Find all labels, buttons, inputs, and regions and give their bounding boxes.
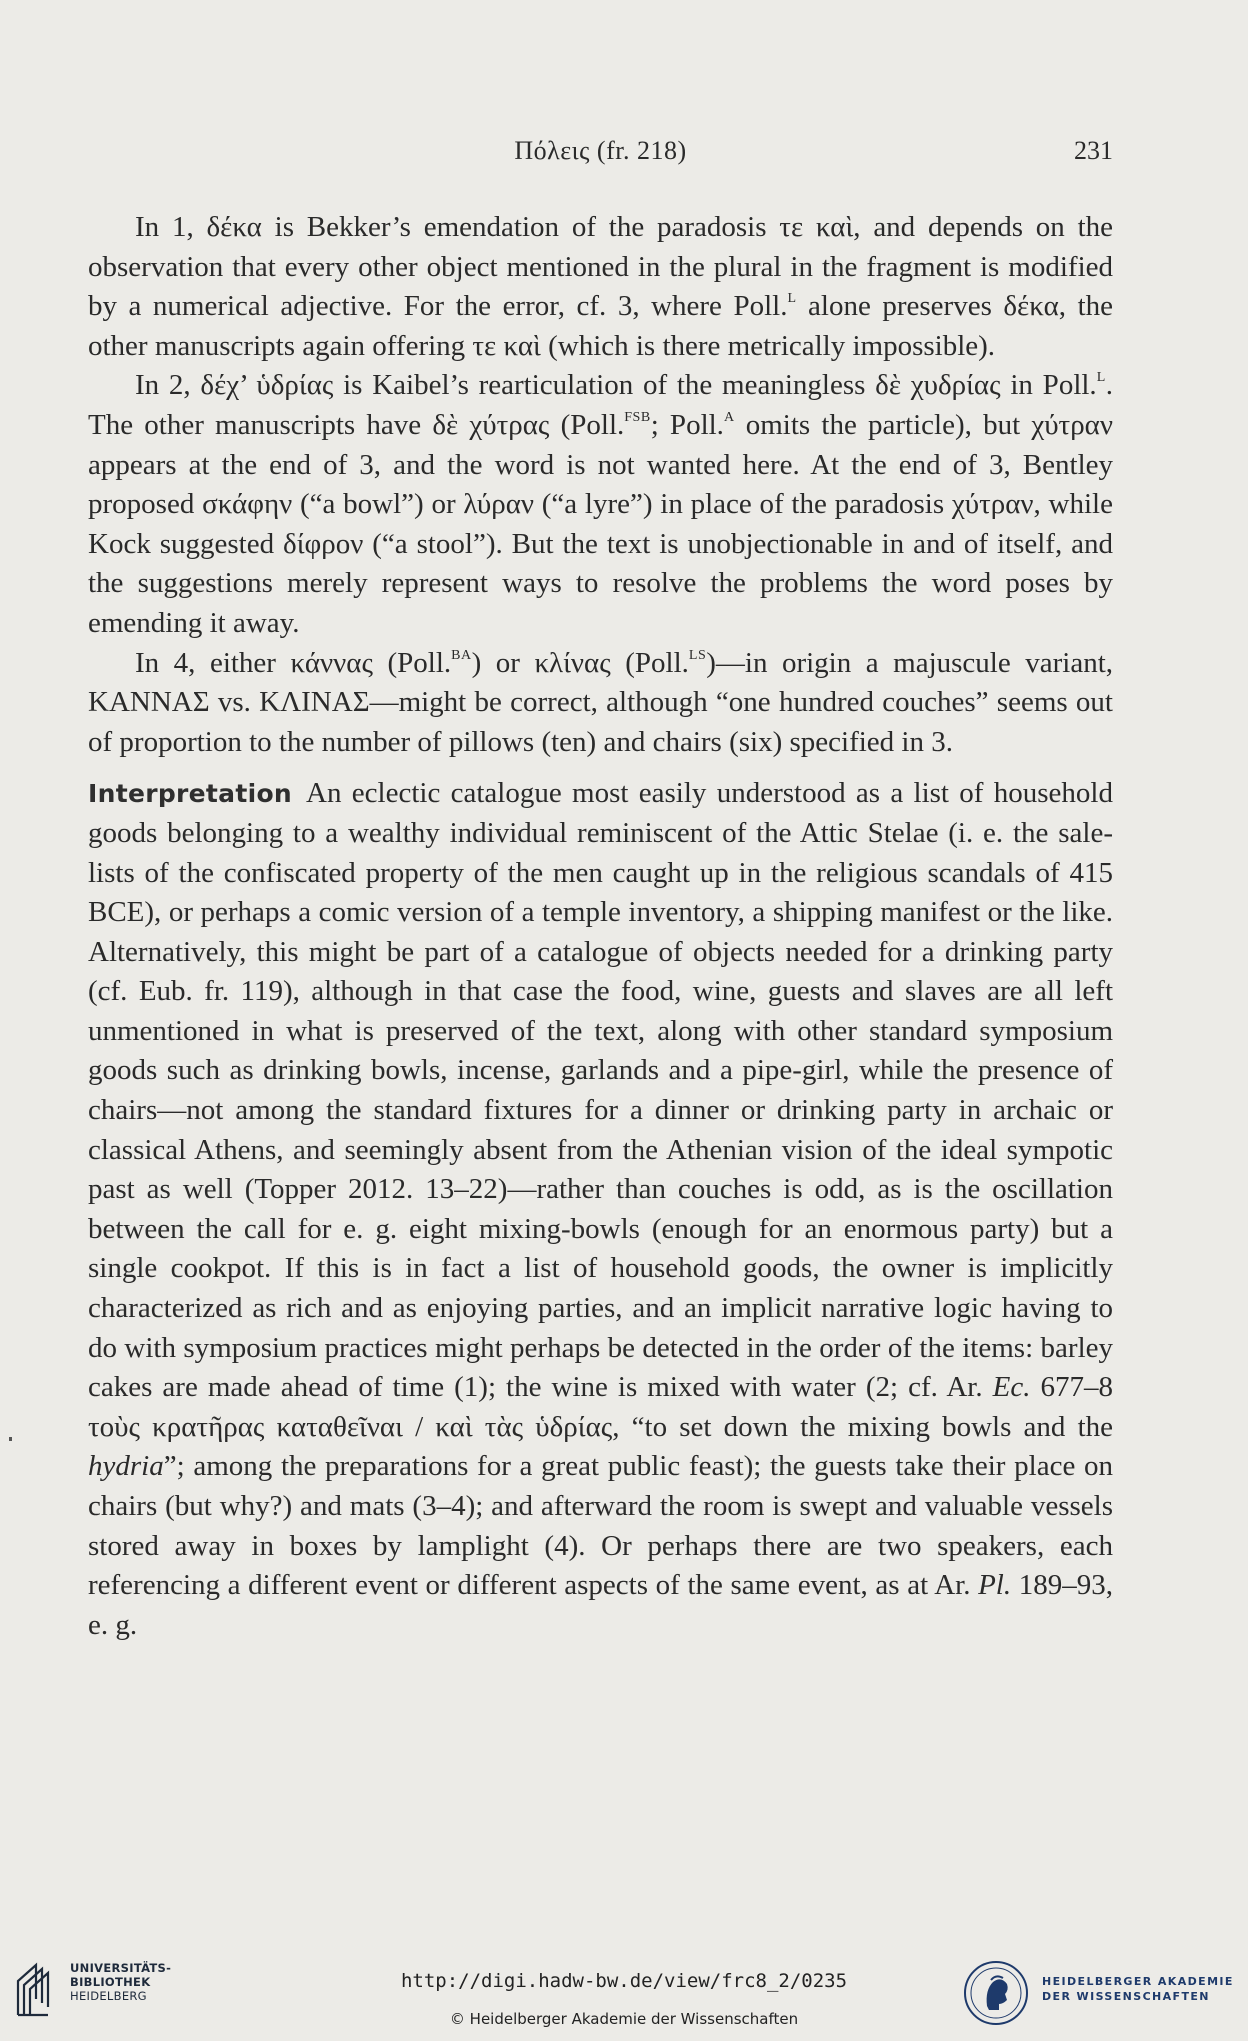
siglum: BA xyxy=(451,647,472,663)
margin-mark xyxy=(9,1437,12,1441)
body-text xyxy=(88,208,1113,1645)
siglum: L xyxy=(1096,370,1106,386)
academy-name: HEIDELBERGER AKADEMIE DER WISSENSCHAFTEN xyxy=(1042,1975,1234,2003)
interpretation-paragraph: Interpretation An eclectic catalogue most easily understood as a list of household goods belonging to a wealthy individual reminiscent of the Attic Stelae (i. e. the sale-lists of the confiscated property of the men caught up in the religious scandals of 415 BCE), or perhaps a comic version of a temple inventory, a shipping manifest or the like. Alternatively, this might be part of a catalogue of objects needed for a drinking party (cf. Eub. fr. 119), although in that case the food, wine, guests and slaves are all left unmentioned in what is preserved of the text, along with other standard symposium goods such as drinking bowls, incense, garlands and a pipe-girl, while the presence of chairs—not among the standard fixtures for a dinner or drinking party in archaic or classical Athens, and seemingly absent from the Athenian vision of the ideal sympotic past as well (Topper 2012. 13–22)—rather than couches is odd, as is the oscillation between the call for e. g. eight mixing-bowls (enough for an enormous party) but a single cookpot. If this is in fact a list of household goods, the owner is implicitly characterized as rich and as enjoying parties, and an implicit narrative logic having to do with symposium practices might perhaps be detected in the order of the items: barley cakes are made ahead of time (1); the wine is mixed with water (2; cf. Ar. Ec. 677–8 τοὺς κρατῆρας καταθεῖναι / καὶ τὰς ὑδρίας, “to set down the mixing bowls and the hydria”; among the preparations for a great public feast); the guests take their place on chairs (but why?) and mats (3–4); and afterward the room is swept and valuable vessels stored away in boxes by lamplight (4). Or perhaps there are two speakers, each referencing a different event or different aspects of the same event, as at Ar. Pl. 189–93, e. g. xyxy=(88,777,1114,1641)
running-head xyxy=(88,136,1113,176)
siglum: FSB xyxy=(624,409,651,425)
academy-seal-icon xyxy=(963,1960,1029,2026)
paragraph-line-1-notes: In 1, δέκα is Bekker’s emendation of the paradosis τε καὶ, and depends on the observation that every other object mentioned in the plural in the fragment is modified by a numerical adjective. For the error, cf. 3, where Poll.$^L$ alone preserves δέκα, the other manuscripts again offering τε καὶ (which is there metrically impossible). xyxy=(88,211,1113,362)
permalink-url[interactable]: http://digi.hadw-bw.de/view/frc8_2/0235 xyxy=(400,1970,848,1992)
paragraph-line-2-notes: In 2, δέχ’ ὑδρίας is Kaibel’s rearticulation of the meaningless δὲ χυδρίας in Poll.$^L$. The other manuscripts have δὲ χύτρας (Poll.$^{FSB}$; Poll.$^A$ omits the particle), but χύτραν appears at the end of 3, and the word is not wanted here. At the end of 3, Bentley proposed σκάφην (“a bowl”) or λύραν (“a lyre”) in place of the paradosis χύτραν, while Kock suggested δίφρον (“a stool”). But the text is unobjectionable in and of itself, and the suggestions merely represent ways to resolve the problems the word poses by emending it away. xyxy=(88,369,1113,639)
siglum: L xyxy=(787,291,797,307)
page-number: 231 xyxy=(1074,136,1113,165)
copyright-notice: © Heidelberger Akademie der Wissenschaften xyxy=(449,2010,799,2028)
siglum: LS xyxy=(688,647,707,663)
paragraph-line-4-notes: In 4, either κάννας (Poll.$^{BA}$) or κλίνας (Poll.$^{LS}$)—in origin a majuscule variant, ΚΑΝΝΑΣ vs. ΚΛΙΝΑΣ—might be correct, although “one hundred couches” seems out of proportion to the number of pillows (ten) and chairs (six) specified in 3. xyxy=(88,646,1113,758)
section-heading: Interpretation xyxy=(88,779,293,809)
university-library-name: UNIVERSITÄTS- BIBLIOTHEK HEIDELBERG xyxy=(70,1961,172,2003)
siglum: A xyxy=(723,409,735,425)
running-title: Πόλεις (fr. 218) xyxy=(514,136,687,165)
footer xyxy=(0,1952,1248,2041)
